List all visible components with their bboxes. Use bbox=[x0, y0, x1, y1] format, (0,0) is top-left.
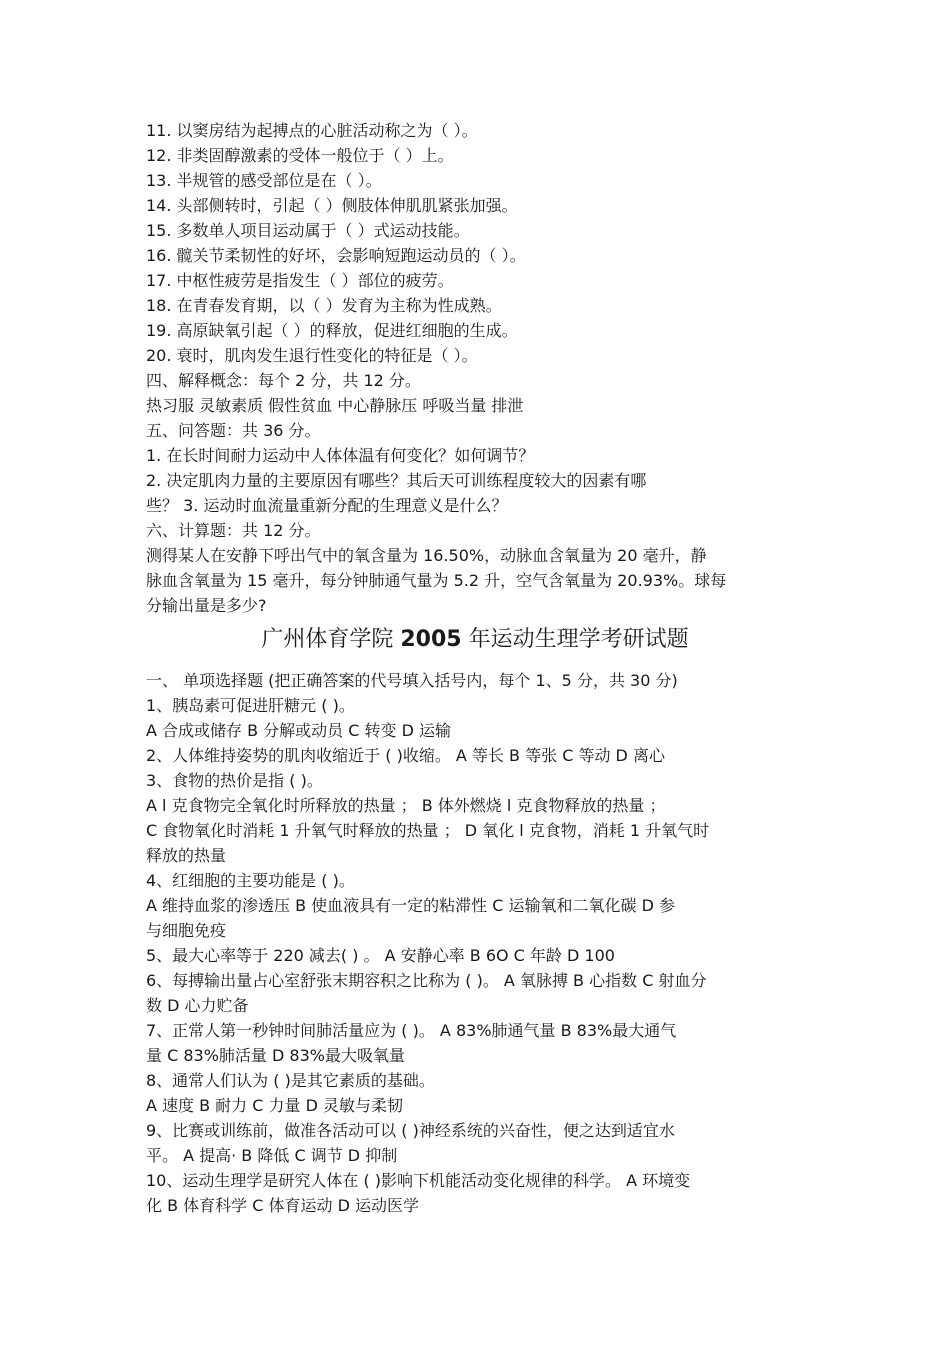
top-line-11: 四、解释概念：每个 2 分，共 12 分。 bbox=[146, 371, 421, 390]
bottom-line-9: 4、红细胞的主要功能是 ( )。 bbox=[146, 871, 355, 890]
bottom-line-20: 平。 A 提高· B 降低 C 调节 D 抑制 bbox=[146, 1146, 398, 1165]
bottom-line-14: 数 D 心力贮备 bbox=[146, 996, 249, 1015]
top-line-4: 14. 头部侧转时，引起（ ）侧肢体伸肌肌紧张加强。 bbox=[146, 196, 518, 215]
bottom-line-5: 3、食物的热价是指 ( )。 bbox=[146, 771, 323, 790]
bottom-line-16: 量 C 83%肺活量 D 83%最大吸氧量 bbox=[146, 1046, 405, 1065]
bottom-line-7: C 食物氧化时消耗 1 升氧气时释放的热量 ； D 氧化 l 克食物，消耗 1 升氧气时 bbox=[146, 821, 710, 840]
exam-title-post: 年运动生理学考研试题 bbox=[461, 627, 689, 652]
bottom-line-6: A l 克食物完全氧化时所释放的热量 ； B 体外燃烧 l 克食物释放的热量 ； bbox=[146, 796, 666, 815]
top-line-10: 20. 衰时，肌肉发生退行性变化的特征是（ ）。 bbox=[146, 346, 478, 365]
exam-title bbox=[0, 626, 950, 654]
top-line-13: 五、问答题：共 36 分。 bbox=[146, 421, 321, 440]
bottom-line-18: A 速度 B 耐力 C 力量 D 灵敏与柔韧 bbox=[146, 1096, 404, 1115]
top-line-5: 15. 多数单人项目运动属于（ ）式运动技能。 bbox=[146, 221, 470, 240]
bottom-line-13: 6、每搏输出量占心室舒张末期容积之比称为 ( )。 A 氧脉搏 B 心指数 C 射血分 bbox=[146, 971, 707, 990]
bottom-line-12: 5、最大心率等于 220 减去( ) 。 A 安静心率 B 6O C 年龄 D 100 bbox=[146, 946, 615, 965]
top-line-19: 脉血含氧量为 15 毫升，每分钟肺通气量为 5.2 升，空气含氧量为 20.93%。球每 bbox=[146, 571, 727, 590]
top-line-14: 1. 在长时间耐力运动中人体体温有何变化？如何调节？ bbox=[146, 446, 535, 465]
top-line-3: 13. 半规管的感受部位是在（ ）。 bbox=[146, 171, 382, 190]
top-line-12: 热习服 灵敏素质 假性贫血 中心静脉压 呼吸当量 排泄 bbox=[146, 396, 524, 415]
bottom-line-1: 一、 单项选择题 (把正确答案的代号填入括号内，每个 1、5 分，共 30 分) bbox=[146, 671, 678, 690]
top-line-20: 分输出量是多少? bbox=[146, 596, 267, 615]
exam-title-pre: 广州体育学院 bbox=[261, 627, 401, 652]
top-line-9: 19. 高原缺氧引起（ ）的释放，促进红细胞的生成。 bbox=[146, 321, 518, 340]
top-line-18: 测得某人在安静下呼出气中的氧含量为 16.50%，动脉血含氧量为 20 毫升，静 bbox=[146, 546, 707, 565]
top-line-6: 16. 髋关节柔韧性的好坏，会影响短跑运动员的（ ）。 bbox=[146, 246, 526, 265]
bottom-line-3: A 合成或储存 B 分解或动员 C 转变 D 运输 bbox=[146, 721, 452, 740]
top-line-17: 六、计算题：共 12 分。 bbox=[146, 521, 321, 540]
top-line-1: 11. 以窦房结为起搏点的心脏活动称之为（ ）。 bbox=[146, 121, 478, 140]
top-line-16: 些？ 3. 运动时血流量重新分配的生理意义是什么？ bbox=[146, 496, 508, 515]
bottom-line-2: 1、胰岛素可促进肝糖元 ( )。 bbox=[146, 696, 355, 715]
bottom-line-4: 2、人体维持姿势的肌肉收缩近于 ( )收缩。 A 等长 B 等张 C 等动 D 离心 bbox=[146, 746, 665, 765]
bottom-line-8: 释放的热量 bbox=[146, 846, 227, 865]
top-line-15: 2. 决定肌肉力量的主要原因有哪些？其后天可训练程度较大的因素有哪 bbox=[146, 471, 647, 490]
top-line-2: 12. 非类固醇激素的受体一般位于（ ）上。 bbox=[146, 146, 454, 165]
top-line-7: 17. 中枢性疲劳是指发生（ ）部位的疲劳。 bbox=[146, 271, 454, 290]
bottom-line-10: A 维持血浆的渗透压 B 使血液具有一定的粘滞性 C 运输氧和二氧化碳 D 参 bbox=[146, 896, 676, 915]
bottom-line-22: 化 B 体育科学 C 体育运动 D 运动医学 bbox=[146, 1196, 419, 1215]
bottom-line-19: 9、比赛或训练前，做准各活动可以 ( )神经系统的兴奋性，便之达到适宜水 bbox=[146, 1121, 675, 1140]
top-line-8: 18. 在青春发育期，以（ ）发育为主称为性成熟。 bbox=[146, 296, 502, 315]
bottom-line-11: 与细胞免疫 bbox=[146, 921, 227, 940]
exam-title-year: 2005 bbox=[400, 627, 462, 652]
bottom-line-17: 8、通常人们认为 ( )是其它素质的基础。 bbox=[146, 1071, 435, 1090]
bottom-line-15: 7、正常人第一秒钟时间肺活量应为 ( )。 A 83%肺通气量 B 83%最大通气 bbox=[146, 1021, 677, 1040]
bottom-line-21: 10、运动生理学是研究人体在 ( )影响下机能活动变化规律的科学。 A 环境变 bbox=[146, 1171, 691, 1190]
